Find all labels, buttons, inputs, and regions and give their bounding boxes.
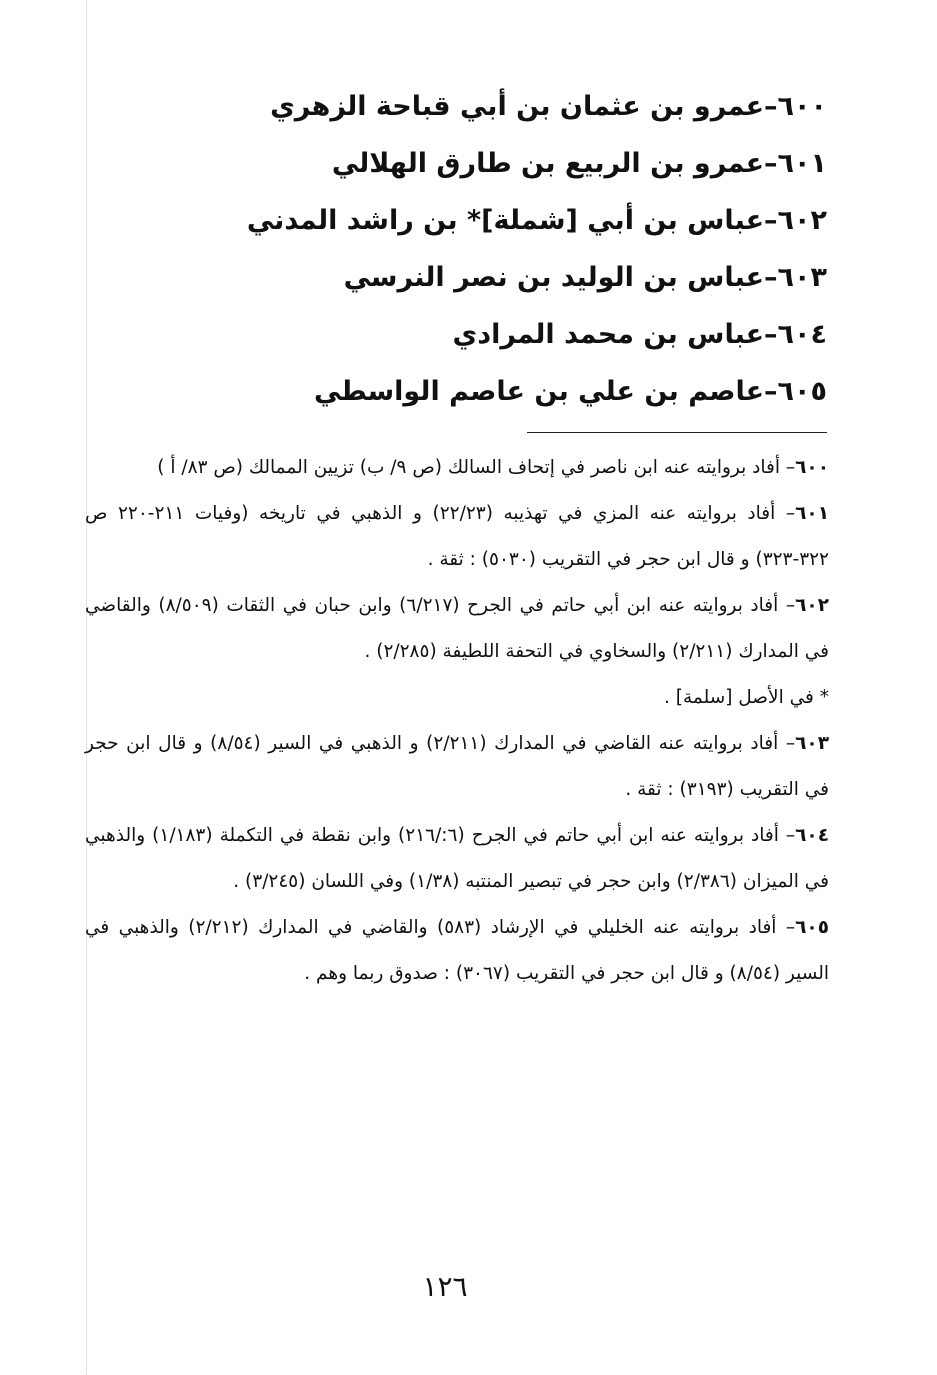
footnote-text: أفاد بروايته عنه القاضي في المدارك (٢/٢١١) و الذهبي في السير (٨/٥٤) و قال ابن حجر في التقريب (٣١٩٣) : ثقة . [85, 733, 829, 800]
footnote-604: ٦٠٤– أفاد بروايته عنه ابن أبي حاتم في الجرح (٦:/٢١٦) وابن نقطة في التكملة (١/١٨٣) والذهبي في الميزان (٢/٣٨٦) وابن حجر في تبصير المنتبه (١/٣٨) وفي اللسان (٣/٢٤٥) . [85, 825, 829, 892]
entry-name: عباس بن الوليد بن نصر النرسي [343, 262, 765, 293]
footnote-text: أفاد بروايته عنه المزي في تهذيبه (٢٢/٢٣) و الذهبي في تاريخه (وفيات ٢١١-٢٢٠ ص ٣٢٢-٣٢٣) و قال ابن حجر في التقريب (٥٠٣٠) : ثقة . [85, 503, 829, 570]
footnote-605: ٦٠٥– أفاد بروايته عنه الخليلي في الإرشاد (٥٨٣) والقاضي في المدارك (٢/٢١٢) والذهبي في السير (٨/٥٤) و قال ابن حجر في التقريب (٣٠٦٧) : صدوق ربما وهم . [85, 917, 829, 984]
entry-605: ٦٠٥–عاصم بن علي بن عاصم الواسطي [313, 376, 827, 407]
entry-number: ٦٠٤ [777, 319, 827, 350]
footnote-600: ٦٠٠– أفاد بروايته عنه ابن ناصر في إتحاف السالك (ص ٩/ ب) تزيين الممالك (ص ٨٣/ أ ) [157, 457, 829, 478]
footnote-text: أفاد بروايته عنه ابن ناصر في إتحاف السالك (ص ٩/ ب) تزيين الممالك (ص ٨٣/ أ ) [157, 457, 780, 478]
footnote-text: أفاد بروايته عنه ابن أبي حاتم في الجرح (٦:/٢١٦) وابن نقطة في التكملة (١/١٨٣) والذهبي في الميزان (٢/٣٨٦) وابن حجر في تبصير المنتبه (١/٣٨) وفي اللسان (٣/٢٤٥) . [85, 825, 829, 892]
entry-number: ٦٠١ [777, 148, 827, 179]
entry-number: ٦٠٠ [777, 91, 827, 122]
entry-name: عاصم بن علي بن عاصم الواسطي [313, 376, 765, 407]
entry-601: ٦٠١–عمرو بن الربيع بن طارق الهلالي [331, 148, 827, 179]
entry-604: ٦٠٤–عباس بن محمد المرادي [452, 319, 827, 350]
entry-number: ٦٠٢ [777, 205, 827, 236]
footnote-divider [527, 432, 827, 433]
footnote-number: ٦٠٤ [795, 825, 829, 846]
entry-number: ٦٠٥ [777, 376, 827, 407]
footnote-text: * في الأصل [سلمة] . [663, 687, 829, 708]
entry-name: عباس بن محمد المرادي [452, 319, 765, 350]
footnote-601: ٦٠١– أفاد بروايته عنه المزي في تهذيبه (٢٢/٢٣) و الذهبي في تاريخه (وفيات ٢١١-٢٢٠ ص ٣٢٢-٣٢٣) و قال ابن حجر في التقريب (٥٠٣٠) : ثقة . [85, 503, 829, 570]
entry-name: عمرو بن الربيع بن طارق الهلالي [331, 148, 765, 179]
page-number: ١٢٦ [422, 1270, 468, 1303]
footnote-number: ٦٠٥ [795, 917, 829, 938]
footnote-asterisk [85, 675, 829, 721]
footnote-602: ٦٠٢– أفاد بروايته عنه ابن أبي حاتم في الجرح (٦/٢١٧) وابن حبان في الثقات (٨/٥٠٩) والقاضي في المدارك (٢/٢١١) والسخاوي في التحفة اللطيفة (٢/٢٨٥) . [85, 595, 829, 662]
entry-name: عباس بن أبي [شملة]* بن راشد المدني [246, 205, 765, 236]
footnote-number: ٦٠١ [795, 503, 829, 524]
footnote-number: ٦٠٢ [795, 595, 829, 616]
footnote-603: ٦٠٣– أفاد بروايته عنه القاضي في المدارك (٢/٢١١) و الذهبي في السير (٨/٥٤) و قال ابن حجر في التقريب (٣١٩٣) : ثقة . [85, 733, 829, 800]
footnote-text: أفاد بروايته عنه الخليلي في الإرشاد (٥٨٣) والقاضي في المدارك (٢/٢١٢) والذهبي في السير (٨/٥٤) و قال ابن حجر في التقريب (٣٠٦٧) : صدوق ربما وهم . [85, 917, 829, 984]
entry-602: ٦٠٢–عباس بن أبي [شملة]* بن راشد المدني [246, 205, 827, 236]
footnote-text: أفاد بروايته عنه ابن أبي حاتم في الجرح (٦/٢١٧) وابن حبان في الثقات (٨/٥٠٩) والقاضي في المدارك (٢/٢١١) والسخاوي في التحفة اللطيفة (٢/٢٨٥) . [85, 595, 829, 662]
entry-600: ٦٠٠–عمرو بن عثمان بن أبي قباحة الزهري [270, 91, 827, 122]
footnote-number: ٦٠٣ [795, 733, 829, 754]
entry-603: ٦٠٣–عباس بن الوليد بن نصر النرسي [343, 262, 827, 293]
footnote-number: ٦٠٠ [795, 457, 829, 478]
footnotes [85, 445, 829, 997]
biography-entries [207, 78, 827, 420]
entry-name: عمرو بن عثمان بن أبي قباحة الزهري [270, 91, 765, 122]
entry-number: ٦٠٣ [777, 262, 827, 293]
